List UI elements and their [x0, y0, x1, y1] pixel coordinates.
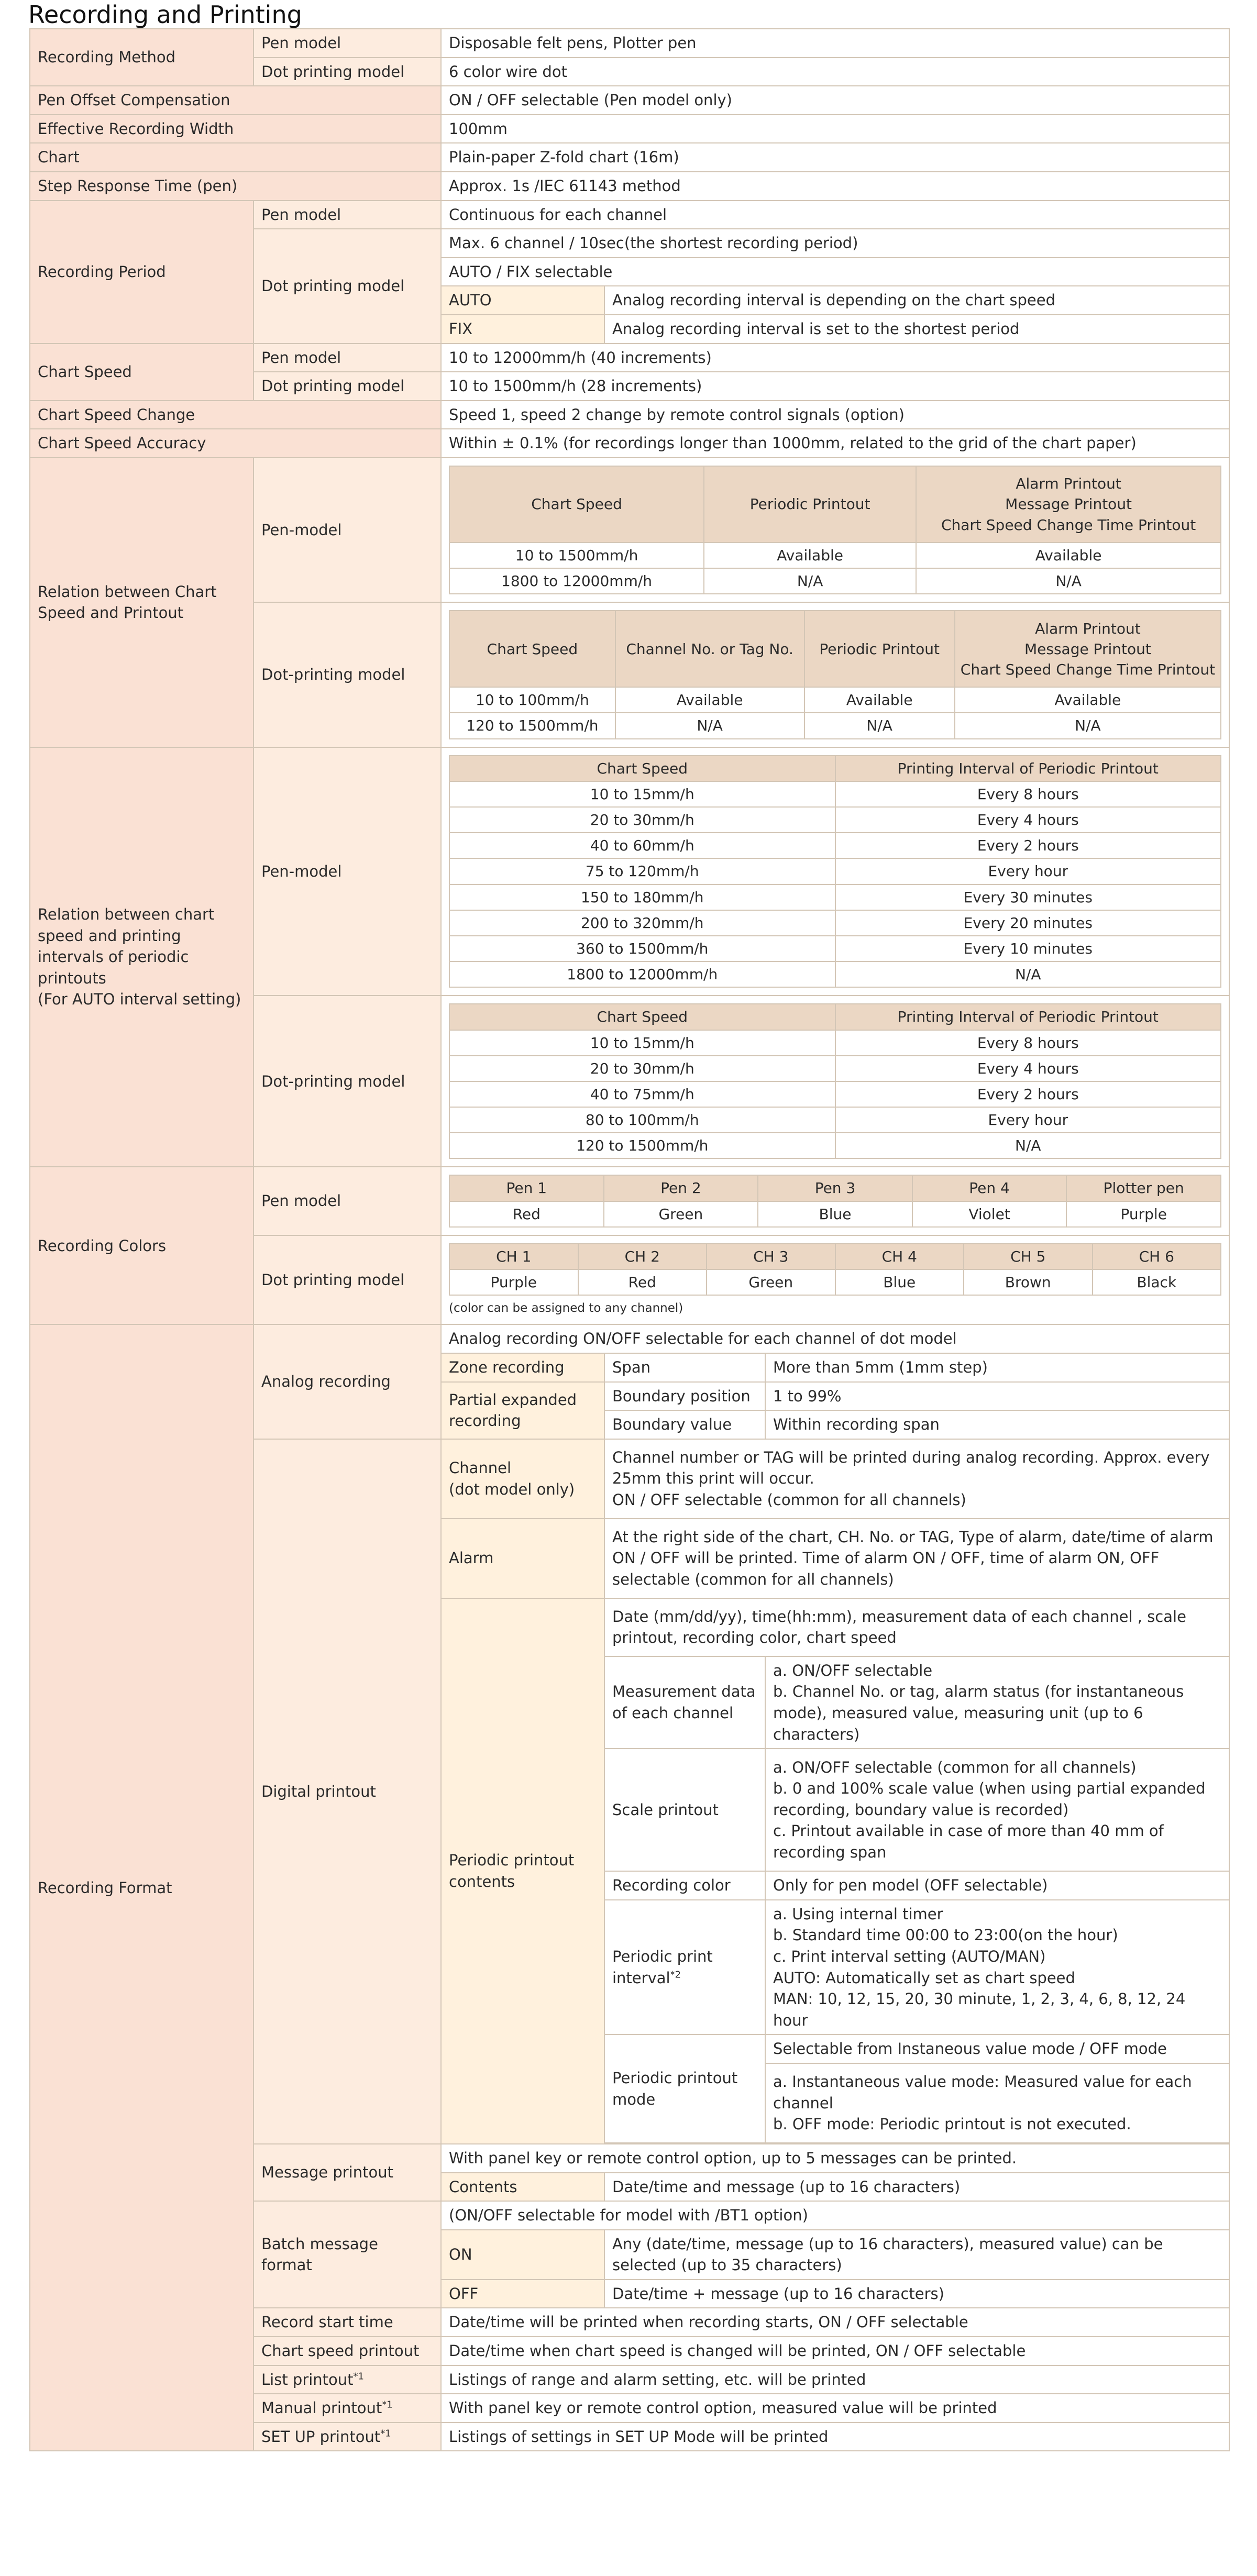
row-label: Chart Speed Accuracy [30, 429, 441, 458]
column-header: CH 5 [964, 1244, 1093, 1269]
row-pen-offset [30, 86, 1229, 115]
table-cell [441, 458, 1229, 602]
table-row [449, 936, 1221, 961]
value: ON / OFF selectable (Pen model only) [441, 86, 1229, 115]
table-cell: Every 10 minutes [835, 936, 1221, 961]
value: Date (mm/dd/yy), time(hh:mm), measurement data of each channel , scale printout, recording color, chart speed [604, 1598, 1229, 1656]
value: a. Using internal timer b. Standard time 00:00 to 23:00(on the hour) c. Print interval setting (AUTO/MAN) AUTO: Automatically set as chart speed MAN: 10, 12, 15, 20, 30 minute, 1, 2, 3, 4, 6, 8, 12, 24 hour [765, 1900, 1229, 2035]
column-header: CH 4 [835, 1244, 964, 1269]
table-cell [441, 1167, 1229, 1235]
column-header: Periodic Printout [804, 611, 955, 687]
sub-label: Message printout [253, 2144, 441, 2201]
column-header: Plotter pen [1066, 1175, 1221, 1201]
value: More than 5mm (1mm step) [765, 1353, 1229, 1382]
detail-sub-label: Boundary value [604, 1410, 765, 1439]
row-analog-recording [30, 1324, 1229, 1353]
sub-label: Dot printing model [253, 58, 441, 86]
value: a. ON/OFF selectable b. Channel No. or tag, alarm status (for instantaneous mode), measured value, measuring unit (up to 6 characters) [765, 1656, 1229, 1749]
table-cell: N/A [955, 713, 1221, 738]
detail-sub-label [604, 1900, 765, 2035]
column-header: Pen 3 [758, 1175, 912, 1201]
spec-table [29, 28, 1230, 2451]
detail-sub-label: Boundary position [604, 1382, 765, 1411]
table-cell [441, 996, 1229, 1167]
table-cell: 20 to 30mm/h [449, 1056, 835, 1081]
row-label: Recording Method [30, 29, 253, 86]
row-step-response [30, 172, 1229, 201]
row-recording-colors [30, 1167, 1229, 1235]
detail-label: Alarm [441, 1519, 604, 1598]
detail-sub-label: Span [604, 1353, 765, 1382]
value: 6 color wire dot [441, 58, 1229, 86]
footnote-mark: *2 [670, 1969, 681, 1980]
table-row [449, 807, 1221, 833]
table-row [449, 568, 1221, 594]
label-text: SET UP printout [261, 2427, 381, 2446]
row-recording-period [30, 201, 1229, 229]
row-label: Step Response Time (pen) [30, 172, 441, 201]
detail-sub-label: Periodic printout mode [604, 2035, 765, 2143]
row-label: Recording Period [30, 201, 253, 344]
value: Max. 6 channel / 10sec(the shortest recording period) [441, 229, 1229, 258]
table-cell: Every 2 hours [835, 1081, 1221, 1107]
table-cell: 10 to 1500mm/h [449, 543, 704, 568]
table-cell: N/A [916, 568, 1221, 594]
table-cell: N/A [835, 961, 1221, 987]
sub-label [253, 2423, 441, 2451]
sub-label: Dot printing model [253, 1235, 441, 1325]
sub-label: Dot-printing model [253, 996, 441, 1167]
page-title: Recording and Printing [28, 1, 302, 29]
table-cell: Available [804, 687, 955, 713]
row-chart-speed [30, 344, 1229, 372]
sub-label: Dot-printing model [253, 602, 441, 747]
table-cell: 120 to 1500mm/h [449, 1133, 835, 1158]
table-cell: Every hour [835, 858, 1221, 884]
column-header: CH 2 [578, 1244, 707, 1269]
value: 10 to 1500mm/h (28 increments) [441, 372, 1229, 401]
pen-printout-table [449, 466, 1221, 594]
row-label: Relation between Chart Speed and Printout [30, 458, 253, 747]
value: Date/time + message (up to 16 characters) [604, 2280, 1229, 2308]
value: a. ON/OFF selectable (common for all channels) b. 0 and 100% scale value (when using partial expanded recording, boundary value is recorded) c. Printout available in case of more than 40 mm of recording span [765, 1749, 1229, 1871]
value: Listings of settings in SET UP Mode will be printed [441, 2423, 1229, 2451]
color-note: (color can be assigned to any channel) [449, 1301, 683, 1315]
row-chart-speed-change [30, 401, 1229, 429]
row-label: Recording Colors [30, 1167, 253, 1324]
row-label: Effective Recording Width [30, 115, 441, 143]
table-cell: Green [604, 1201, 758, 1227]
column-header: Printing Interval of Periodic Printout [835, 756, 1221, 781]
value: Date/time when chart speed is changed will be printed, ON / OFF selectable [441, 2337, 1229, 2365]
table-row [449, 1030, 1221, 1056]
column-header: Alarm Printout Message Printout Chart Speed Change Time Printout [955, 611, 1221, 687]
value: Continuous for each channel [441, 201, 1229, 229]
column-header: Chart Speed [449, 1004, 835, 1030]
table-row [449, 781, 1221, 807]
value: Channel number or TAG will be printed during analog recording. Approx. every 25mm this print will occur. ON / OFF selectable (common for all channels) [604, 1439, 1229, 1519]
value: With panel key or remote control option, measured value will be printed [441, 2394, 1229, 2423]
table-row [449, 1081, 1221, 1107]
table-cell: Violet [912, 1201, 1067, 1227]
table-cell: N/A [804, 713, 955, 738]
column-header: CH 3 [707, 1244, 835, 1269]
sub-label: Dot printing model [253, 229, 441, 343]
table-cell: 80 to 100mm/h [449, 1107, 835, 1133]
table-cell: Red [578, 1269, 707, 1295]
table-cell: N/A [704, 568, 916, 594]
column-header: Pen 4 [912, 1175, 1067, 1201]
table-cell: Brown [964, 1269, 1093, 1295]
column-header: Printing Interval of Periodic Printout [835, 1004, 1221, 1030]
table-cell: Green [707, 1269, 835, 1295]
footnote-mark: *1 [380, 2428, 391, 2439]
table-cell: 1800 to 12000mm/h [449, 961, 835, 987]
table-cell: 120 to 1500mm/h [449, 713, 615, 738]
value: At the right side of the chart, CH. No. or TAG, Type of alarm, date/time of alarm ON / OFF will be printed. Time of alarm ON / OFF, time of alarm ON, OFF selectable (common for all channels) [604, 1519, 1229, 1598]
sub-label: Pen model [253, 344, 441, 372]
row-relation-printout [30, 458, 1229, 602]
table-cell: 75 to 120mm/h [449, 858, 835, 884]
row-chart [30, 143, 1229, 172]
column-header: Periodic Printout [704, 466, 916, 543]
detail-label: FIX [441, 315, 604, 344]
detail-sub-label: Scale printout [604, 1749, 765, 1871]
label-text: Manual printout [261, 2399, 382, 2417]
table-cell [441, 1235, 1229, 1325]
sub-label: Record start time [253, 2308, 441, 2337]
column-header: CH 6 [1093, 1244, 1221, 1269]
value: Disposable felt pens, Plotter pen [441, 29, 1229, 58]
table-cell: Every 20 minutes [835, 910, 1221, 936]
table-row [449, 961, 1221, 987]
value: With panel key or remote control option, up to 5 messages can be printed. [441, 2144, 1229, 2173]
table-cell: Purple [1066, 1201, 1221, 1227]
table-cell: Blue [758, 1201, 912, 1227]
row-label: Chart Speed Change [30, 401, 441, 429]
row-label: Relation between chart speed and printing intervals of periodic printouts (For AUTO interval setting) [30, 747, 253, 1167]
table-cell: Every 8 hours [835, 781, 1221, 807]
row-relation-intervals [30, 747, 1229, 996]
table-row [449, 543, 1221, 568]
detail-label: ON [441, 2230, 604, 2280]
value: Date/time and message (up to 16 characters) [604, 2173, 1229, 2202]
detail-label: OFF [441, 2280, 604, 2308]
table-cell: Blue [835, 1269, 964, 1295]
table-cell: 200 to 320mm/h [449, 910, 835, 936]
column-header: Chart Speed [449, 756, 835, 781]
row-label: Chart Speed [30, 344, 253, 401]
label-text: List printout [261, 2370, 354, 2389]
table-cell: Purple [449, 1269, 578, 1295]
row-label: Chart [30, 143, 441, 172]
sub-label: Chart speed printout [253, 2337, 441, 2365]
row-chart-speed-accuracy [30, 429, 1229, 458]
table-row [449, 885, 1221, 910]
row-effective-width [30, 115, 1229, 143]
sub-label: Pen model [253, 201, 441, 229]
sub-label [253, 2394, 441, 2423]
column-header: Pen 2 [604, 1175, 758, 1201]
value: Analog recording interval is set to the shortest period [604, 315, 1229, 344]
table-row [449, 910, 1221, 936]
table-row [449, 858, 1221, 884]
value: Speed 1, speed 2 change by remote control signals (option) [441, 401, 1229, 429]
sub-label: Digital printout [253, 1439, 441, 2144]
dot-interval-table [449, 1003, 1221, 1159]
sub-label [253, 2365, 441, 2394]
table-cell [441, 747, 1229, 996]
detail-label: Zone recording [441, 1353, 604, 1382]
detail-label: Contents [441, 2173, 604, 2202]
footnote-mark: *1 [382, 2399, 393, 2411]
table-row [449, 1133, 1221, 1158]
column-header: Alarm Printout Message Printout Chart Speed Change Time Printout [916, 466, 1221, 543]
value: Listings of range and alarm setting, etc. will be printed [441, 2365, 1229, 2394]
row-label: Recording Format [30, 1324, 253, 2451]
detail-sub-label: Recording color [604, 1871, 765, 1900]
table-cell: Every hour [835, 1107, 1221, 1133]
value: 1 to 99% [765, 1382, 1229, 1411]
table-cell: Every 30 minutes [835, 885, 1221, 910]
value: Date/time will be printed when recording starts, ON / OFF selectable [441, 2308, 1229, 2337]
table-cell: Every 2 hours [835, 833, 1221, 858]
table-row [449, 687, 1221, 713]
table-cell: 360 to 1500mm/h [449, 936, 835, 961]
sub-label: Pen-model [253, 458, 441, 602]
table-cell: 10 to 100mm/h [449, 687, 615, 713]
column-header: Channel No. or Tag No. [615, 611, 804, 687]
sub-label: Analog recording [253, 1324, 441, 1439]
value: a. Instantaneous value mode: Measured value for each channel b. OFF mode: Periodic printout is not executed. [765, 2063, 1229, 2143]
table-cell: Black [1093, 1269, 1221, 1295]
column-header: Chart Speed [449, 611, 615, 687]
dot-colors-table [449, 1243, 1221, 1296]
sub-label: Dot printing model [253, 372, 441, 401]
value: Within ± 0.1% (for recordings longer than 1000mm, related to the grid of the chart paper) [441, 429, 1229, 458]
label-text: Periodic print interval [612, 1947, 713, 1987]
table-cell: N/A [835, 1133, 1221, 1158]
column-header: CH 1 [449, 1244, 578, 1269]
pen-interval-table [449, 755, 1221, 988]
footnote-mark: *1 [353, 2371, 364, 2382]
table-cell: Red [449, 1201, 604, 1227]
row-label: Pen Offset Compensation [30, 86, 441, 115]
value: Plain-paper Z-fold chart (16m) [441, 143, 1229, 172]
value: Only for pen model (OFF selectable) [765, 1871, 1229, 1900]
sub-label: Pen model [253, 29, 441, 58]
value: Selectable from Instaneous value mode / OFF mode [765, 2035, 1229, 2063]
table-row [449, 1107, 1221, 1133]
value: 100mm [441, 115, 1229, 143]
sub-label: Batch message format [253, 2201, 441, 2308]
value: Any (date/time, message (up to 16 characters), measured value) can be selected (up to 35 characters) [604, 2230, 1229, 2280]
table-cell: Available [615, 687, 804, 713]
detail-label: Partial expanded recording [441, 1382, 604, 1439]
table-row [449, 713, 1221, 738]
table-cell: 150 to 180mm/h [449, 885, 835, 910]
value: (ON/OFF selectable for model with /BT1 option) [441, 2201, 1229, 2230]
value: 10 to 12000mm/h (40 increments) [441, 344, 1229, 372]
table-cell: 40 to 75mm/h [449, 1081, 835, 1107]
table-cell: Every 8 hours [835, 1030, 1221, 1056]
value: Analog recording ON/OFF selectable for each channel of dot model [441, 1324, 1229, 1353]
detail-label: AUTO [441, 286, 604, 315]
table-cell: 20 to 30mm/h [449, 807, 835, 833]
table-cell: 10 to 15mm/h [449, 1030, 835, 1056]
value: Approx. 1s /IEC 61143 method [441, 172, 1229, 201]
table-cell [441, 602, 1229, 747]
table-cell: Available [955, 687, 1221, 713]
row-recording-method [30, 29, 1229, 58]
table-cell: Every 4 hours [835, 1056, 1221, 1081]
table-cell: Available [704, 543, 916, 568]
value: Analog recording interval is depending on the chart speed [604, 286, 1229, 315]
detail-label: Channel (dot model only) [441, 1439, 604, 1519]
table-cell: 1800 to 12000mm/h [449, 568, 704, 594]
value: AUTO / FIX selectable [441, 258, 1229, 286]
sub-label: Pen-model [253, 747, 441, 996]
table-row [449, 1056, 1221, 1081]
table-cell: 10 to 15mm/h [449, 781, 835, 807]
column-header: Pen 1 [449, 1175, 604, 1201]
table-row [449, 833, 1221, 858]
dot-printout-table [449, 610, 1221, 739]
value: Within recording span [765, 1410, 1229, 1439]
table-cell: 40 to 60mm/h [449, 833, 835, 858]
detail-sub-label: Measurement data of each channel [604, 1656, 765, 1749]
table-cell: Available [916, 543, 1221, 568]
sub-label: Pen model [253, 1167, 441, 1235]
detail-label: Periodic printout contents [441, 1598, 604, 2144]
table-cell: N/A [615, 713, 804, 738]
column-header: Chart Speed [449, 466, 704, 543]
table-cell: Every 4 hours [835, 807, 1221, 833]
pen-colors-table [449, 1175, 1221, 1227]
